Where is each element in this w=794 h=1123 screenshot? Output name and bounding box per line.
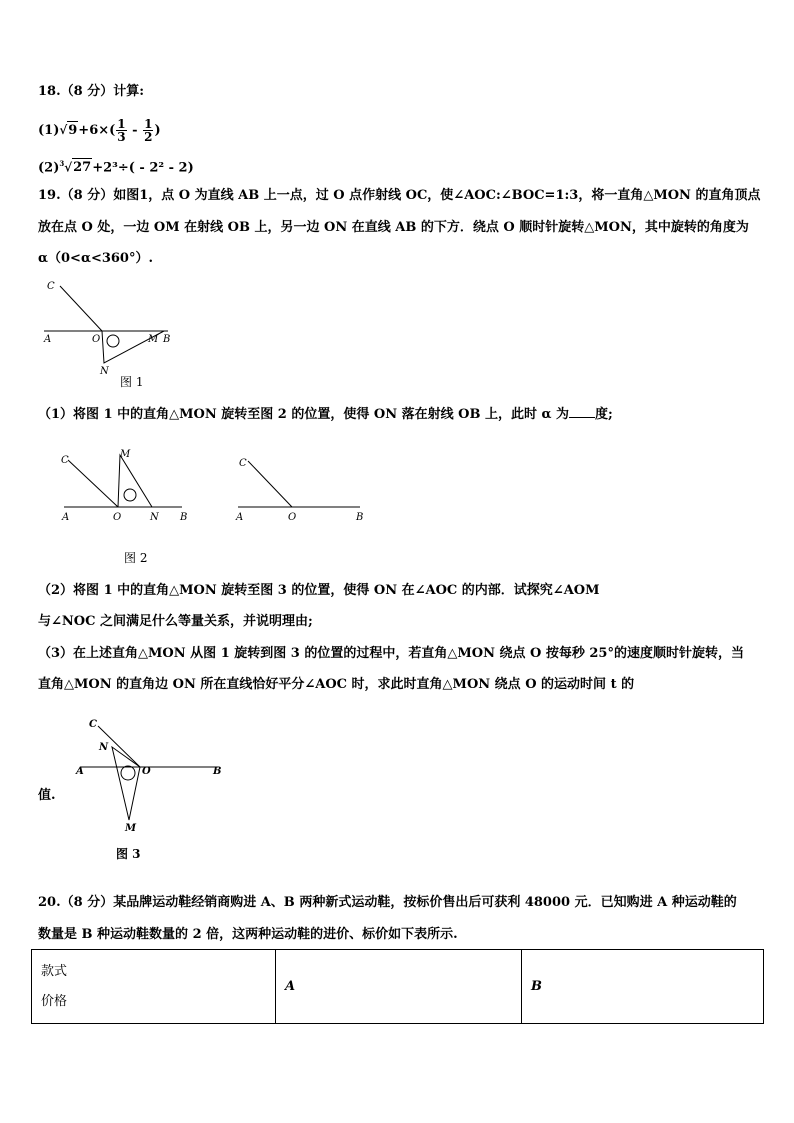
fig3-angle-circle [121, 766, 135, 780]
q18-p1-end: ) [154, 123, 161, 138]
q18-p1-frac1 [116, 118, 126, 143]
fig1-caption: 图 1 [120, 375, 144, 389]
q19-sub1 [38, 405, 613, 424]
fig3-label-n: N [99, 742, 109, 753]
q18-p2-radicand: 27 [73, 160, 92, 176]
fig3-label-a: A [76, 766, 84, 777]
fig3-caption: 图 3 [116, 847, 141, 861]
q18-p2-rest: +2³÷( - 2² - 2) [92, 160, 194, 176]
fig1-ray-oc [60, 286, 102, 331]
table-col-a: A [276, 950, 522, 1024]
q19-sub3-line1: （3）在上述直角△MON 从图 1 旋转到图 3 的位置的过程中，若直角△MON 绕点 O 按每秒 25°的速度顺时针旋转，当 [38, 646, 744, 661]
table-row [32, 950, 764, 1024]
q19-sub3-line2: 直角△MON 的直角边 ON 所在直线恰好平分∠AOC 时，求此时直角△MON 绕点 O 的运动时间 t 的 [38, 677, 635, 692]
table-header-cell [32, 950, 276, 1024]
fig3-label-c: C [89, 719, 97, 730]
q18-p1-label: (1) [38, 123, 60, 138]
fig1-angle-circle [107, 335, 119, 347]
q18-part1: (1)√9+6×( $\frac{1}{3}$ - $\frac{1}{2}$ ) [38, 117, 161, 144]
answer-blank [569, 405, 595, 418]
fig2-angle-circle [124, 489, 136, 501]
frac2-den: 2 [144, 130, 153, 144]
fig2b-label-b: B [356, 512, 364, 523]
fig1-label-b: B [163, 334, 171, 345]
fig1-label-c: C [47, 281, 55, 292]
fig3-label-o: O [142, 766, 151, 777]
fig2-label-b: B [180, 512, 188, 523]
price-table [31, 949, 764, 1024]
fig2-triangle-mon [118, 455, 152, 507]
q19-sub2-line1: （2）将图 1 中的直角△MON 旋转至图 3 的位置，使得 ON 在∠AOC 的内部．试探究∠AOM [38, 583, 600, 598]
q20-line2: 数量是 B 种运动鞋数量的 2 倍，这两种运动鞋的进价、标价如下表所示. [38, 927, 458, 942]
q18-p1-radicand: 9 [68, 123, 78, 138]
frac2-num: 1 [144, 117, 153, 131]
q19-line3: α（0<α<360°）. [38, 251, 154, 266]
fig1-label-o: O [92, 334, 101, 345]
fig2-label-n: N [150, 512, 159, 523]
fig1-label-n: N [100, 366, 109, 376]
q20-line1: 20.（8 分）某品牌运动鞋经销商购进 A、B 两种新式运动鞋，按标价售出后可获利 48000 元．已知购进 A 种运动鞋的 [38, 895, 737, 910]
figure-2-left [56, 444, 196, 524]
frac1-num: 1 [117, 117, 126, 131]
q18-header: 18.（8 分）计算: [38, 84, 144, 99]
q19-sub1-unit: 度; [595, 407, 613, 422]
fig3-triangle-mon [112, 747, 140, 820]
q19-sub3-line3: 值. [38, 788, 56, 803]
fig2b-ray-oc [248, 461, 292, 507]
table-col-b: B [522, 950, 764, 1024]
figure-3 [72, 712, 232, 836]
fig1-label-a: A [44, 334, 52, 345]
q18-p1-frac2 [143, 118, 153, 143]
fig2-label-o: O [113, 512, 122, 523]
q18-p2-root-index: 3 [59, 159, 65, 168]
q19-sub1-text: （1）将图 1 中的直角△MON 旋转至图 2 的位置，使得 ON 落在射线 OB 上，此时 α 为 [38, 407, 570, 422]
q18-p2-label: (2) [38, 160, 60, 176]
fig2-label-c: C [61, 455, 69, 466]
q18-p1-minus: - [127, 123, 143, 138]
fig2b-label-o: O [288, 512, 297, 523]
table-header-style: 款式 [41, 963, 68, 979]
figure-1 [40, 276, 180, 376]
q19-line2: 放在点 O 处，一边 OM 在射线 OB 上，另一边 ON 在直线 AB 的下方．绕点 O 顺时针旋转△MON，其中旋转的角度为 [38, 220, 749, 235]
fig2-ray-oc [68, 460, 118, 507]
fig3-label-b: B [213, 766, 222, 777]
fig3-label-m: M [125, 823, 137, 834]
fig2-caption: 图 2 [124, 551, 148, 565]
fig2b-label-a: A [236, 512, 244, 523]
q18-p1-mid: +6×( [78, 123, 116, 138]
fig2-label-m: M [120, 449, 131, 460]
q18-part2: $(2)^3√27+2^3\div( - 2^2 - 2)$ [38, 159, 194, 176]
q19-sub2-line2: 与∠NOC 之间满足什么等量关系，并说明理由; [38, 614, 313, 629]
fig1-label-m: M [148, 334, 159, 345]
fig2-label-a: A [62, 512, 70, 523]
frac1-den: 3 [117, 130, 126, 144]
q19-line1: 19.（8 分）如图1，点 O 为直线 AB 上一点，过 O 点作射线 OC，使∠AOC:∠BOC=1:3，将一直角△MON 的直角顶点 [38, 188, 761, 203]
fig2b-label-c: C [239, 458, 247, 469]
figure-2-right [232, 444, 372, 524]
table-header-price: 价格 [41, 993, 68, 1009]
